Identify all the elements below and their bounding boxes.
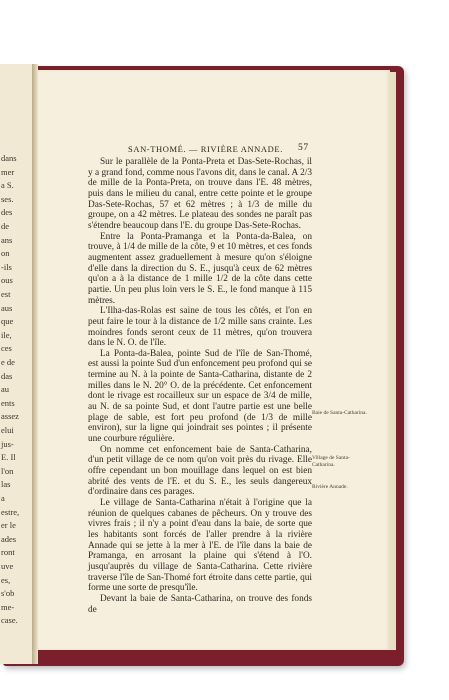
left-page-fragment: ront (1, 547, 15, 558)
left-page-fragment: a (1, 493, 5, 503)
left-page-fragment: ses. (1, 193, 14, 204)
left-page-fragment: las (1, 479, 11, 490)
left-page-fragment: assez (1, 411, 19, 422)
left-page-fragment: dans (1, 153, 17, 163)
left-page-fragment: ous (1, 275, 13, 286)
left-page-edge (0, 64, 33, 664)
left-page-fragment: que (1, 316, 14, 327)
left-page-fragment: uve (1, 561, 14, 571)
paragraph: L'Ilha-das-Rolas est saine de tous les côtés, et l'on en peut faire le tour à la distance de 1/2 mille sans crainte. Les moindres fonds seront ceux de 11 mètres, qu'on trouvera dans le N. O. de l'île. (88, 306, 312, 349)
paragraph: Le village de Santa-Catharina n'était à l'origine que la réunion de quelques cabanes de pêcheurs. On y trouve des vivres frais ; il n'y a point d'eau dans la baie, de sorte que les habitants sont forcés de l'aller prendre à la rivière Annade qui se jette à la mer à l'E. de l'île dans la baie de Pramanga, en arrosant la plaine qui s'étend à l'O. jusqu'auprès du village de Santa-Catharina. Cette rivière traverse l'île de San-Thomé fort étroite dans cette partie, qui forme une sorte de presqu'île. (88, 498, 312, 594)
left-page-fragment: das (1, 370, 13, 381)
left-page-fragment: est (1, 289, 11, 299)
left-page-fragment: au (1, 384, 10, 395)
left-page-fragment: mer (1, 166, 15, 177)
left-page-fragment: des (1, 207, 13, 218)
left-page-fragment: E. Il (1, 452, 16, 463)
left-page-fragment: s'ob (1, 588, 15, 599)
paragraph: La Ponta-da-Balea, pointe Sud de l'île de San-Thomé, est aussi la pointe Sud d'un enfoncement peu profond qui se termine au N. à la pointe de Santa-Catharina, distante de 2 milles dans le N. 20° O. de la précédente. Cet enfoncement dont le rivage est rocailleux sur un espace de 3/4 de mille, au N. de sa pointe Sud, et dont l'autre partie est une belle plage de sable, est fort peu profond (de 1/3 de mille environ), sur la ligne qui joindrait ses pointes ; il présente une courbure régulière. (88, 348, 312, 445)
left-page-fragment: jus- (1, 438, 14, 449)
left-page-fragment: me- (1, 601, 15, 612)
paragraph: Sur le parallèle de la Ponta-Preta et Das-Sete-Rochas, il y a grand fond, comme nous l'avons dit, dans le canal. A 2/3 de mille de la Ponta-Preta, on trouve dans l'E. 48 mètres, puis dans le milieu du canal, entre cette pointe et le groupe Das-Sete-Rochas, 57 et 62 mètres ; à 1/3 de mille du groupe, on a 42 mètres. Le plateau des sondes ne paraît pas s'étendre beaucoup dans l'E. du groupe Das-Sete-Rochas. (88, 157, 312, 231)
left-page-fragment: a S. (1, 180, 14, 191)
left-page-fragment: on (1, 248, 10, 259)
left-page-fragment: e de (1, 357, 15, 367)
paragraph: On nomme cet enfoncement baie de Santa-Catharina, d'un petit village de ce nom qu'on voit près du rivage. Elle offre cependant un bon mouillage dans lequel on est bien abrité des vents de l'E. et du S. E., les seuls dangereux d'ordinaire dans ces parages. (88, 444, 312, 498)
left-page-fragment: case. (1, 615, 18, 626)
running-head: SAN-THOMÉ. — RIVIÈRE ANNADE. (128, 144, 283, 154)
left-page-fragment: ces (1, 343, 12, 354)
paragraph: Devant la baie de Santa-Catharina, on trouve des fonds de (88, 593, 312, 615)
paragraph: Entre la Ponta-Pramanga et la Ponta-da-Balea, on trouve, à 1/4 de mille de la côte, 9 et 10 mètres, et ces fonds augmentent assez graduellement à mesure qu'on s'éloigne d'elle dans la direction du S. E., jusqu'à ceux de 62 mètres qu'on a à la distance de 1 mille 1/2 de la côte dans cette partie. Un peu plus loin vers le S. E., le fond manque à 115 mètres. (88, 231, 312, 306)
left-page-fragment: aus (1, 302, 13, 313)
sidenote-baie: Baie de Santa-Catharina. (312, 410, 367, 416)
left-page-fragment: es, (1, 574, 11, 585)
left-page-fragment: -ils (1, 261, 12, 272)
page-number: 57 (298, 143, 309, 153)
body-text (88, 157, 312, 615)
left-page-fragment: l'on (1, 465, 14, 476)
left-page-fragment: elui (1, 425, 14, 435)
left-page-fragment: de (1, 221, 10, 231)
sidenote-riviere: Rivière Annade. (312, 484, 348, 490)
left-page-fragment: ents (1, 397, 15, 408)
left-page-fragment: ans (1, 234, 13, 245)
left-page-fragment: ades (1, 533, 17, 544)
left-page-fragment: ile, (1, 329, 12, 340)
page-stack-edge (390, 72, 396, 650)
left-page-fragment: er le (1, 520, 16, 531)
sidenote-village: Village de Santa-Catharina. (312, 455, 350, 468)
left-page-fragment: estre, (1, 506, 20, 517)
